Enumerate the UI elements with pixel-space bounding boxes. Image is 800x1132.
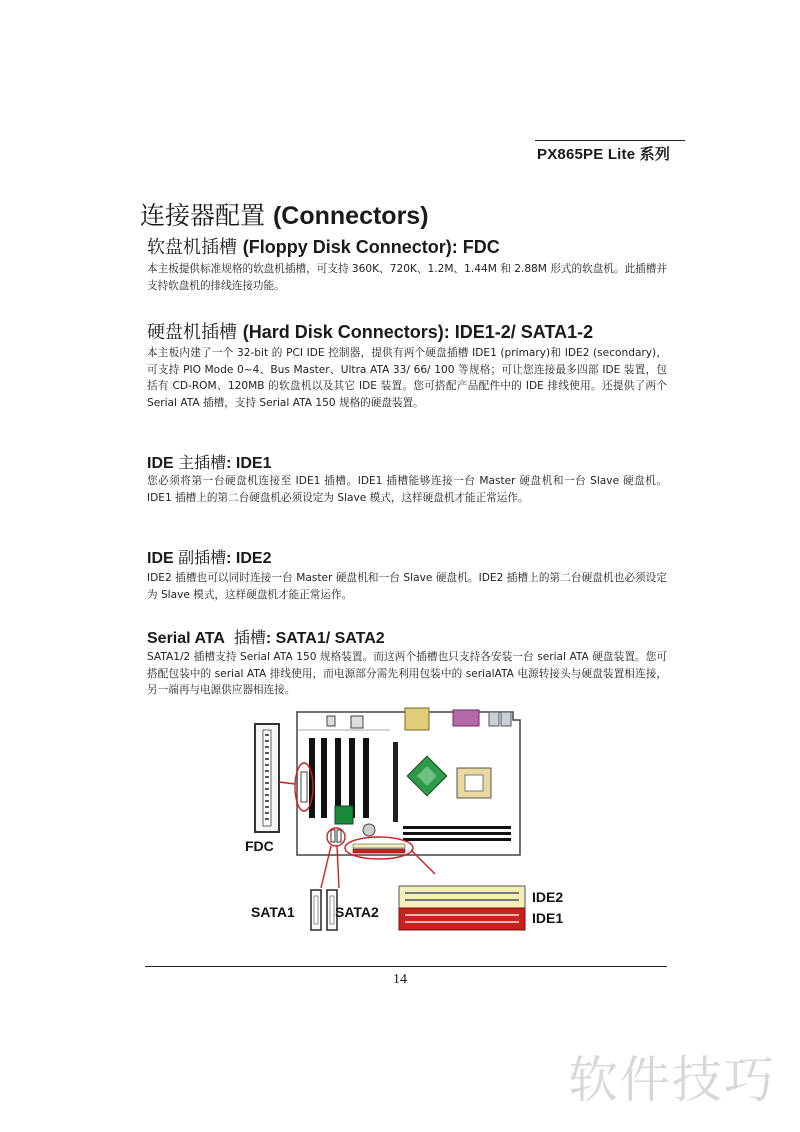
header-rule	[535, 140, 685, 141]
ide2-description	[147, 570, 667, 603]
sata1-label: SATA1	[251, 904, 295, 920]
ide1-heading-prefix: IDE	[147, 455, 174, 472]
ide1-heading	[147, 450, 271, 473]
hdd-heading-en: (Hard Disk Connectors): IDE1-2/ SATA1-2	[242, 322, 594, 342]
sata-heading-prefix: Serial ATA	[147, 630, 225, 647]
cpu-socket	[457, 768, 491, 798]
ide1-heading-suffix: : IDE1	[226, 455, 272, 472]
fdc-heading-en: (Floppy Disk Connector): FDC	[242, 237, 500, 257]
ide1-description	[147, 473, 667, 506]
south-bridge-chip	[335, 806, 353, 824]
fdc-heading-cn: 软盘机插槽	[147, 237, 237, 258]
fdc-label: FDC	[245, 838, 274, 854]
battery	[363, 824, 375, 836]
sata2-label: SATA2	[335, 904, 379, 920]
header-title: PX865PE Lite 系列	[537, 146, 671, 163]
section-title-cn: 连接器配置	[140, 201, 266, 230]
ide2-paragraph: IDE2 插槽也可以同时连接一台 Master 硬盘机和一台 Slave 硬盘机。IDE2 插槽上的第二台硬盘机也必须设定为 Slave 模式，这样硬盘机才能正常运作。	[147, 572, 667, 601]
fdc-connector-illustration	[255, 724, 279, 832]
ide2-label: IDE2	[532, 889, 564, 905]
sata-connectors-illustration	[311, 890, 337, 930]
sata-paragraph: SATA1/2 插槽支持 Serial ATA 150 规格装置。而这两个插槽也只支持各安装一台 serial ATA 硬盘装置。您可搭配包装中的 serial ATA 排线使用，而电源部分需先利用包装中的 serialATA 电源转接头与硬盘装置相连接，另一端再与电源供应器相连接。	[147, 651, 667, 696]
ide1-label: IDE1	[532, 910, 564, 926]
hdd-paragraph: 本主板内建了一个 32-bit 的 PCI IDE 控制器，提供有两个硬盘插槽 IDE1 (primary)和 IDE2 (secondary)，可支持 PIO Mode 0~4、Bus Master、Ultra ATA 33/ 66/ 100 等规格；可让您连接最多四部 IDE 装置，包括有 CD-ROM、120MB 的软盘机以及其它 IDE 装置。您可搭配产品配件中的 IDE 排线使用。还提供了两个 Serial ATA 插槽，支持 Serial ATA 150 规格的硬盘装置。	[147, 347, 667, 409]
sata-description	[147, 649, 667, 699]
ide1-paragraph: 您必须将第一台硬盘机连接至 IDE1 插槽。IDE1 插槽能够连接一台 Master 硬盘机和一台 Slave 硬盘机。IDE1 插槽上的第二台硬盘机必须设定为 Slave 模式，这样硬盘机才能正常运作。	[147, 475, 667, 504]
dimm-slots	[403, 826, 511, 841]
hdd-heading-cn: 硬盘机插槽	[147, 322, 237, 343]
section-title	[140, 196, 429, 232]
watermark-text: 软件技巧	[568, 1051, 776, 1109]
fdc-heading	[147, 233, 500, 259]
ide-connectors-illustration	[399, 886, 525, 930]
fdc-description	[147, 261, 667, 294]
fdc-paragraph: 本主板提供标准规格的软盘机插槽，可支持 360K、720K、1.2M、1.44M 和 2.88M 形式的软盘机。此插槽并支持软盘机的排线连接功能。	[147, 263, 667, 292]
agp-slot	[393, 742, 398, 822]
sata-heading	[147, 625, 385, 648]
hdd-description	[147, 345, 667, 411]
ide2-heading-cn: 副插槽	[178, 548, 227, 567]
sata-heading-cn: 插槽	[233, 628, 266, 647]
ide1-heading-cn: 主插槽	[178, 453, 227, 472]
sata-heading-suffix: : SATA1/ SATA2	[265, 630, 385, 647]
motherboard-diagram	[235, 700, 575, 935]
ide2-heading-prefix: IDE	[147, 550, 174, 567]
footer-rule	[145, 966, 667, 967]
hdd-heading	[147, 318, 593, 344]
ide2-heading	[147, 545, 271, 568]
onboard-fdc-connector	[301, 772, 307, 802]
section-title-en: (Connectors)	[272, 202, 429, 230]
ide2-heading-suffix: : IDE2	[226, 550, 272, 567]
page-number: 14	[393, 972, 407, 987]
